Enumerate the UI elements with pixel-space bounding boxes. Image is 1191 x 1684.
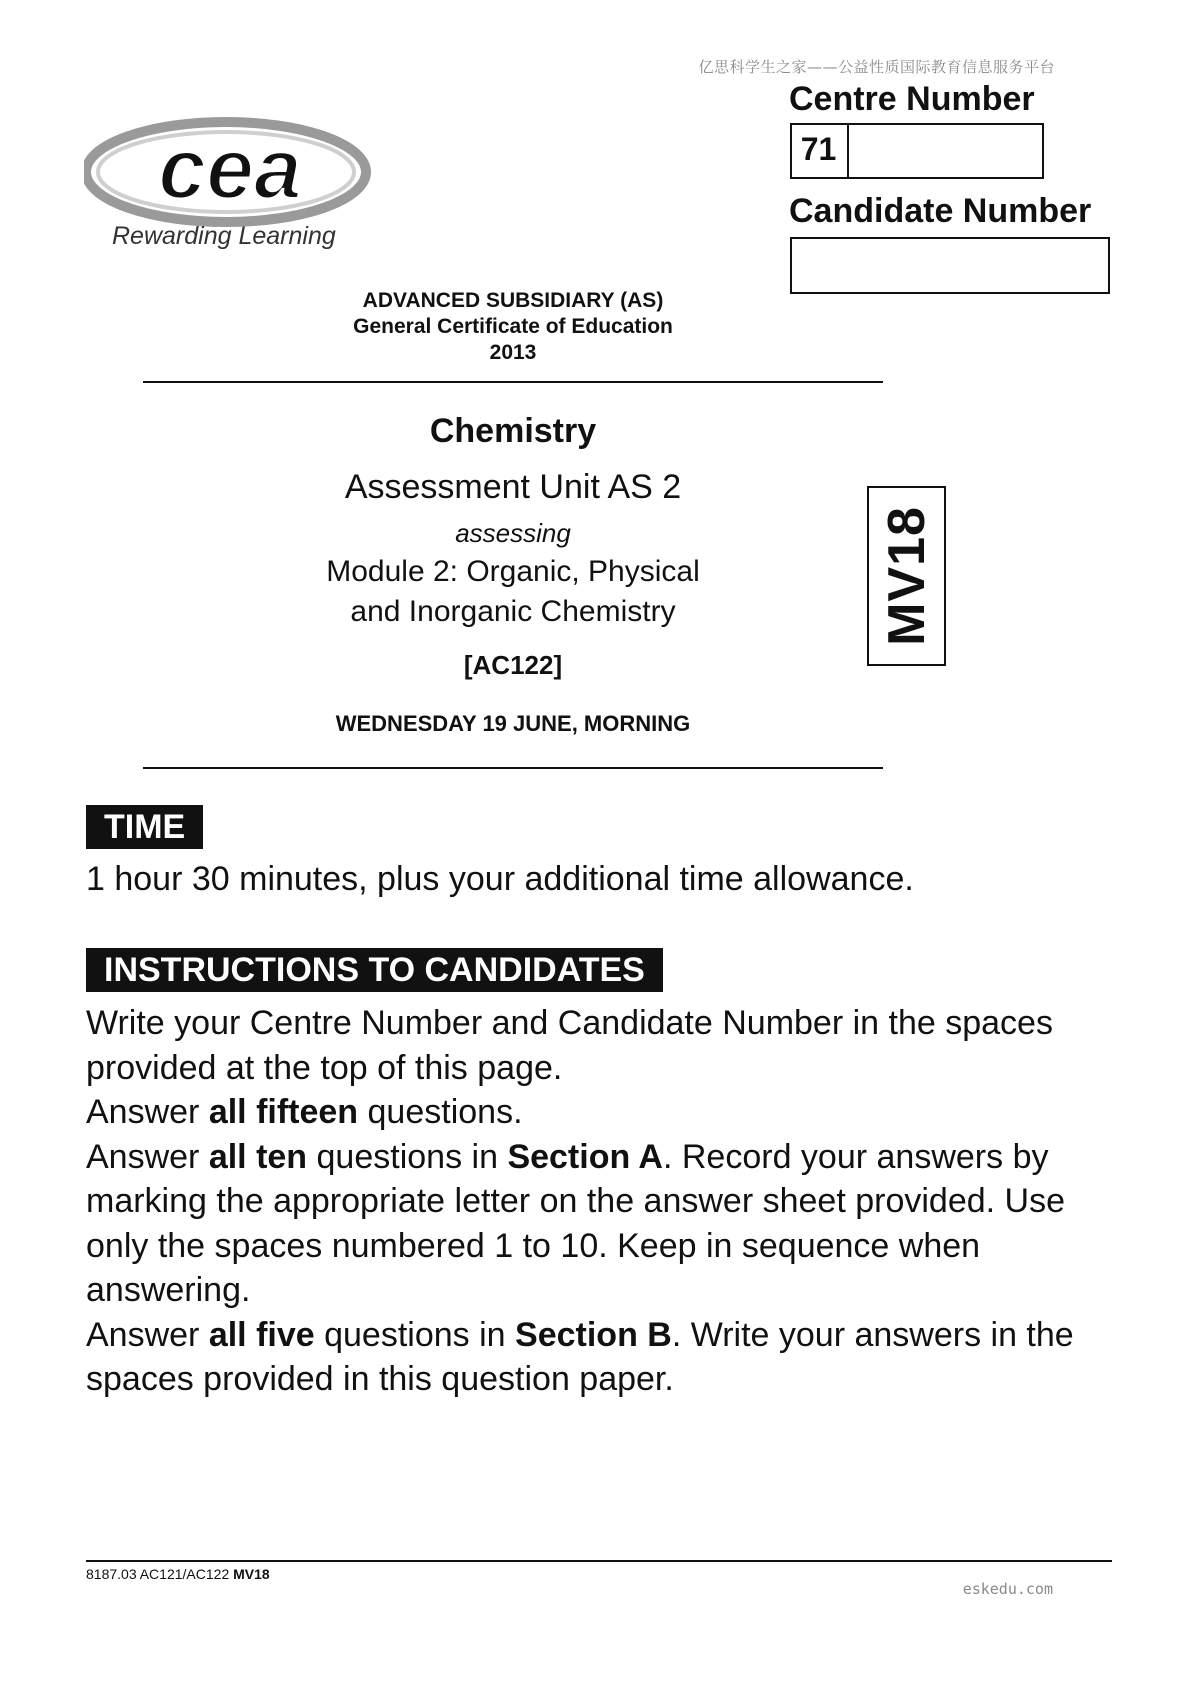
- qualification-name: General Certificate of Education: [353, 315, 673, 338]
- centre-number-prefix: 71: [790, 123, 849, 179]
- instruction-4: Answer all five questions in Section B. Write your answers in the spaces provided in this question paper.: [86, 1315, 1074, 1398]
- instruction-3: Answer all ten questions in Section A. Record your answers by marking the appropriate letter on the answer sheet provided. Use only the spaces numbered 1 to 10. Keep in sequence when answering.: [86, 1137, 1065, 1309]
- subject-title: Chemistry: [429, 412, 597, 450]
- candidate-number-label: Candidate Number: [789, 192, 1092, 230]
- footer-divider: [86, 1560, 1112, 1562]
- paper-code: [AC122]: [463, 650, 563, 680]
- series-code: [867, 486, 946, 666]
- divider-bottom: [143, 767, 883, 769]
- exam-date: WEDNESDAY 19 JUNE, MORNING: [335, 711, 691, 736]
- watermark-bottom: eskedu.com: [962, 1580, 1053, 1598]
- instructions-body: [86, 1001, 1126, 1402]
- qualification-block: [143, 288, 883, 366]
- footer-code: 8187.03 AC121/AC122 MV18: [86, 1566, 270, 1582]
- assessment-unit: Assessment Unit AS 2: [344, 468, 682, 506]
- assessing-label: assessing: [455, 518, 571, 548]
- instructions-heading: INSTRUCTIONS TO CANDIDATES: [86, 948, 663, 992]
- logo-wordmark: cea: [158, 121, 302, 217]
- instruction-1: Write your Centre Number and Candidate Number in the spaces provided at the top of this page.: [86, 1004, 1053, 1087]
- qualification-level: ADVANCED SUBSIDIARY (AS): [362, 289, 664, 312]
- divider-top: [143, 381, 883, 383]
- centre-number-label: Centre Number: [789, 80, 1035, 118]
- instruction-2: Answer all fifteen questions.: [86, 1093, 523, 1131]
- candidate-number-field[interactable]: [790, 237, 1110, 294]
- module-line-1: Module 2: Organic, Physical: [326, 555, 700, 588]
- qualification-year: 2013: [489, 341, 537, 364]
- logo-tagline: Rewarding Learning: [112, 222, 336, 250]
- time-heading: TIME: [86, 805, 203, 849]
- time-allowance: 1 hour 30 minutes, plus your additional time allowance.: [86, 860, 914, 898]
- module-title: [143, 552, 883, 632]
- module-line-2: and Inorganic Chemistry: [350, 595, 676, 628]
- series-code-text: MV18: [877, 506, 936, 646]
- watermark-top: 亿思科学生之家——公益性质国际教育信息服务平台: [698, 58, 1055, 76]
